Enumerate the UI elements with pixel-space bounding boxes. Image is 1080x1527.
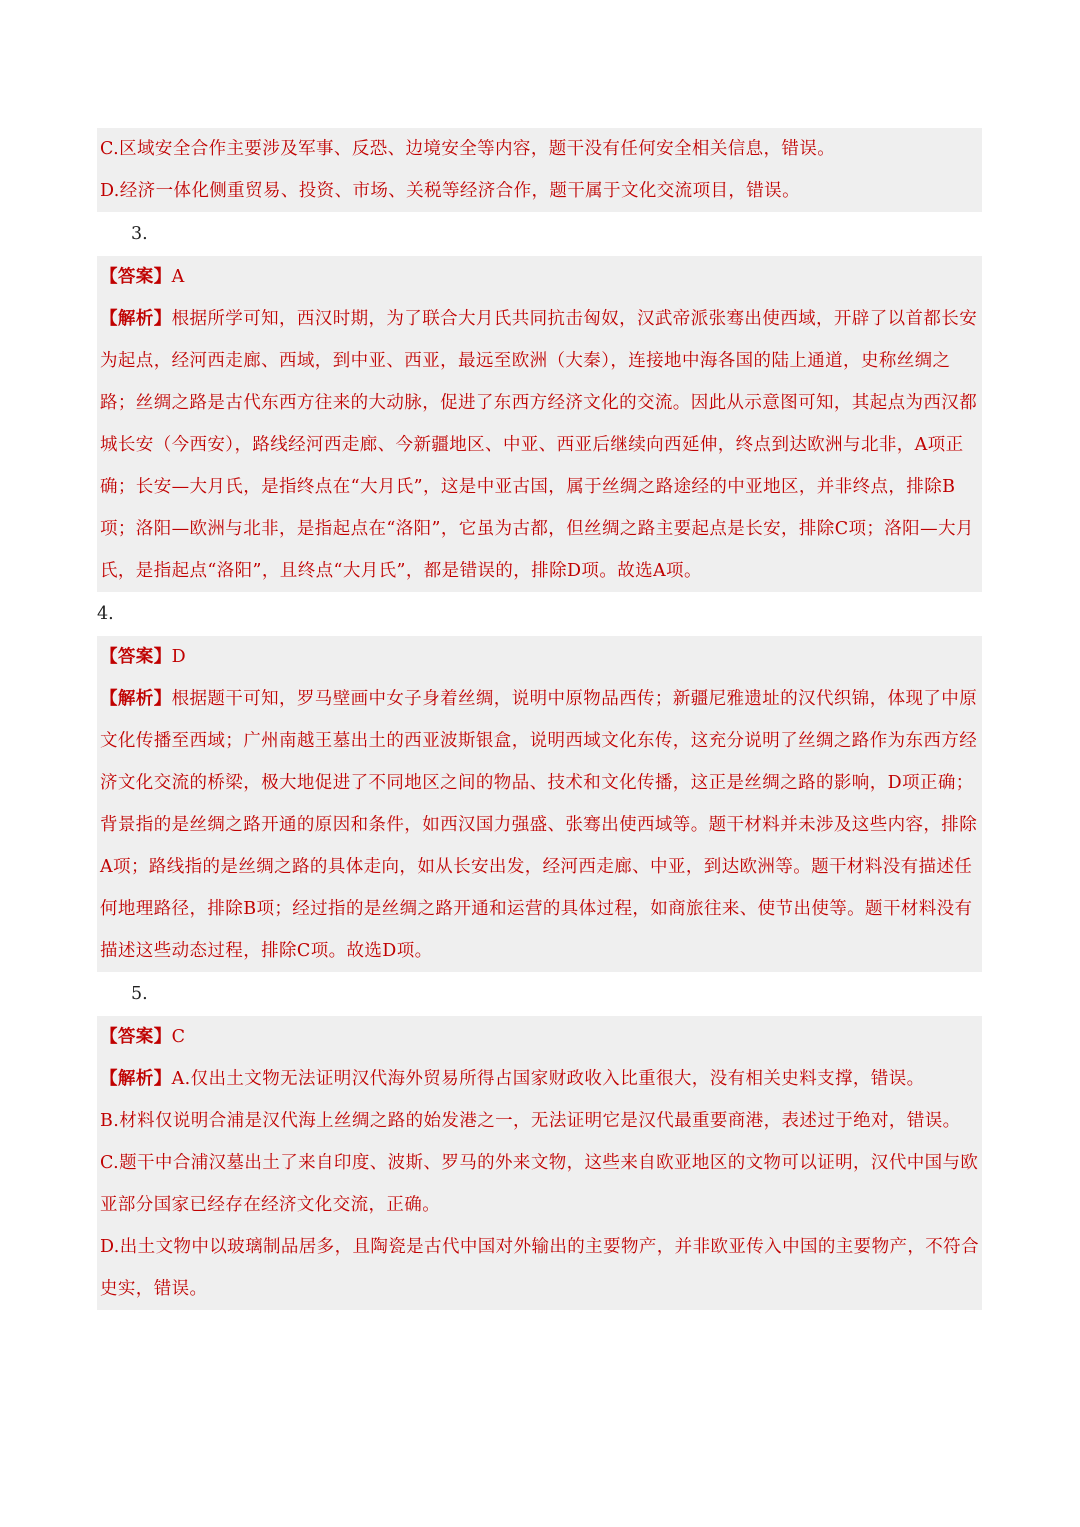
answer-value: A [171, 267, 185, 287]
analysis-text: 根据题干可知，罗马壁画中女子身着丝绸，说明中原物品西传；新疆尼雅遗址的汉代织锦，体现了中原文化传播至西域；广州南越王墓出土的西亚波斯银盒，说明西域文化东传，这充分说明了丝绸之路作为东西方经济文化交流的桥梁，极大地促进了不同地区之间的物品、技术和文化传播，这正是丝绸之路的影响，D项正确；背景指的是丝绸之路开通的原因和条件，如西汉国力强盛、张骞出使西域等。题干材料并未涉及这些内容，排除A项；路线指的是丝绸之路的具体走向，如从长安出发，经河西走廊、中亚，到达欧洲等。题干材料没有描述任何地理路径，排除B项；经过指的是丝绸之路开通和运营的具体过程，如商旅往来、使节出使等。题干材料没有描述这些动态过程，排除C项。故选D项。 [100, 689, 978, 961]
analysis-text: 根据所学可知，西汉时期，为了联合大月氏共同抗击匈奴，汉武帝派张骞出使西域，开辟了以首都长安为起点，经河西走廊、西域，到中亚、西亚，最远至欧洲（大秦），连接地中海各国的陆上通道，史称丝绸之路；丝绸之路是古代东西方往来的大动脉，促进了东西方经济文化的交流。因此从示意图可知，其起点为西汉都城长安（今西安），路线经河西走廊、今新疆地区、中亚、西亚后继续向西延伸，终点到达欧洲与北非，A项正确；长安—大月氏，是指终点在“大月氏”，这是中亚古国，属于丝绸之路途经的中亚地区，并非终点，排除B项；洛阳—欧洲与北非，是指起点在“洛阳”，它虽为古都，但丝绸之路主要起点是长安，排除C项；洛阳—大月氏，是指起点“洛阳”，且终点“大月氏”，都是错误的，排除D项。故选A项。 [100, 309, 978, 581]
question-5-answer-block [97, 1016, 982, 1310]
analysis-tag: 【解析】 [100, 309, 172, 329]
answer-value: C [171, 1027, 186, 1047]
question-5-analysis-d: D.出土文物中以玻璃制品居多，且陶瓷是古代中国对外输出的主要物产，并非欧亚传入中国的主要物产，不符合史实，错误。 [100, 1237, 979, 1299]
question-4-answer [100, 636, 979, 678]
analysis-text: A.仅出土文物无法证明汉代海外贸易所得占国家财政收入比重很大，没有相关史料支撑，错误。 [171, 1069, 925, 1089]
question-5-analysis-c: C.题干中合浦汉墓出土了来自印度、波斯、罗马的外来文物，这些来自欧亚地区的文物可以证明，汉代中国与欧亚部分国家已经存在经济文化交流，正确。 [100, 1153, 979, 1215]
question-3-analysis [100, 298, 979, 592]
question-3-number: 3. [131, 224, 148, 244]
option-d-explanation: D.经济一体化侧重贸易、投资、市场、关税等经济合作，题干属于文化交流项目，错误。 [100, 181, 800, 201]
question-5-analysis-a [100, 1058, 979, 1100]
option-c-explanation: C.区域安全合作主要涉及军事、反恐、边境安全等内容，题干没有任何安全相关信息，错误。 [100, 139, 836, 159]
document-page [97, 128, 982, 1310]
question-3-answer-block [97, 256, 982, 592]
previous-answer-block [97, 128, 982, 212]
answer-tag: 【答案】 [100, 647, 172, 667]
answer-value: D [171, 647, 187, 667]
answer-tag: 【答案】 [100, 267, 172, 287]
question-5-analysis-b: B.材料仅说明合浦是汉代海上丝绸之路的始发港之一，无法证明它是汉代最重要商港，表述过于绝对，错误。 [100, 1111, 961, 1131]
analysis-tag: 【解析】 [100, 1069, 172, 1089]
question-4-analysis [100, 678, 979, 972]
question-5-answer [100, 1016, 979, 1058]
question-3-answer [100, 256, 979, 298]
question-4-answer-block [97, 636, 982, 972]
answer-tag: 【答案】 [100, 1027, 172, 1047]
analysis-tag: 【解析】 [100, 689, 172, 709]
question-4-number: 4. [97, 604, 114, 624]
question-5-number: 5. [131, 984, 148, 1004]
